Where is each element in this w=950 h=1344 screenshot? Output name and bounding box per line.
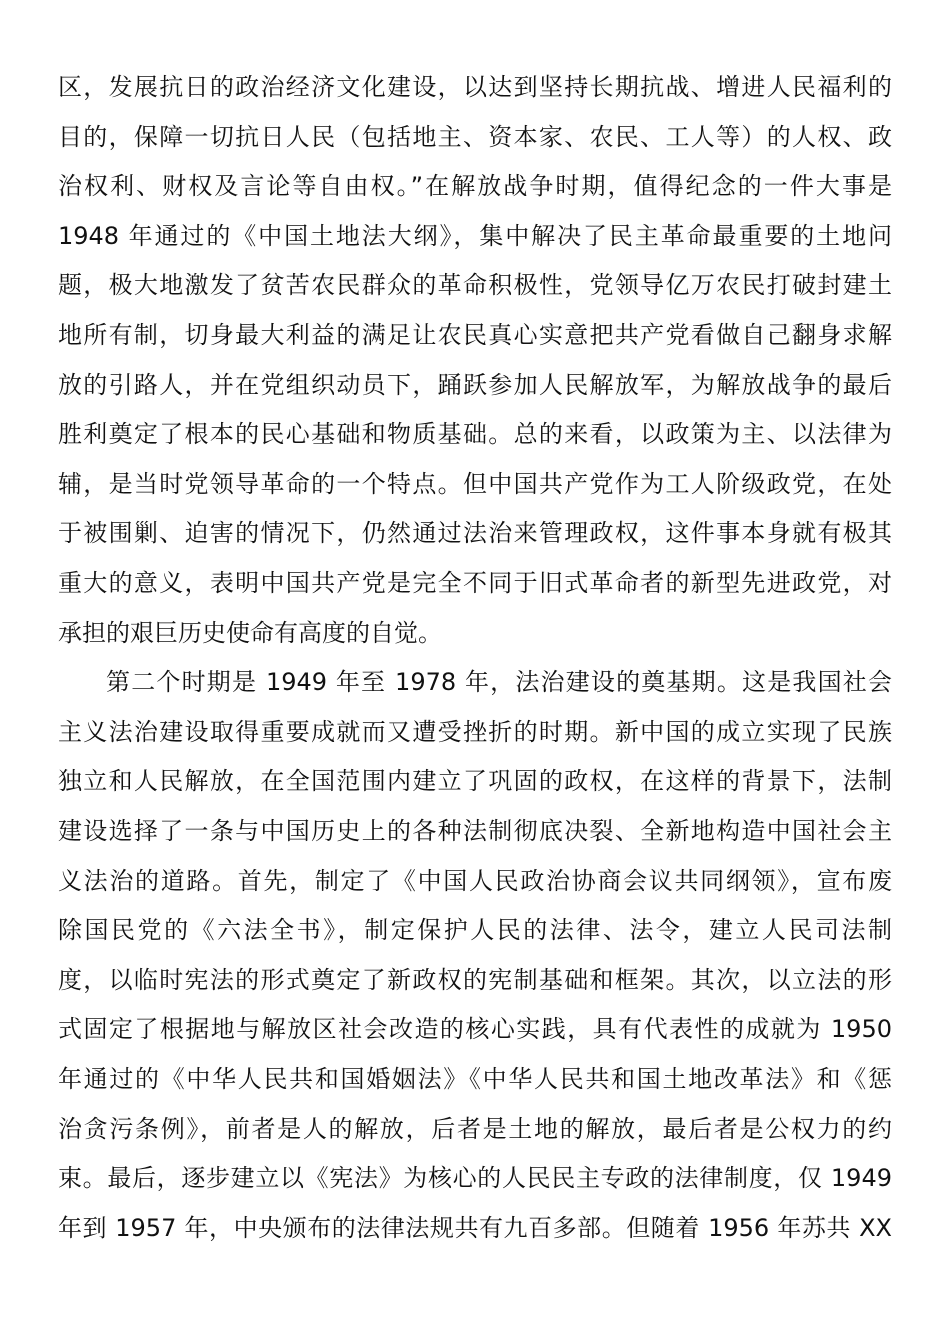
text-line-20: 式固定了根据地与解放区社会改造的核心实践，具有代表性的成就为 1950: [58, 1015, 892, 1044]
text-line-13: 第二个时期是 1949 年至 1978 年，法治建设的奠基期。这是我国社会: [106, 668, 892, 697]
text-line-24: 年到 1957 年，中央颁布的法律法规共有九百多部。但随着 1956 年苏共 XX: [58, 1213, 892, 1242]
text-line-1: 区，发展抗日的政治经济文化建设，以达到坚持长期抗战、增进人民福利的: [58, 73, 892, 101]
text-line-14: 主义法治建设取得重要成就而又遭受挫折的时期。新中国的成立实现了民族: [58, 717, 892, 746]
text-line-11: 重大的意义，表明中国共产党是完全不同于旧式革命者的新型先进政党，对: [58, 569, 892, 597]
text-line-22: 治贪污条例》，前者是人的解放，后者是土地的解放，最后者是公权力的约: [58, 1114, 892, 1143]
text-line-3: 治权利、财权及言论等自由权。”在解放战争时期，值得纪念的一件大事是: [58, 172, 892, 201]
text-line-10: 于被围剿、迫害的情况下，仍然通过法治来管理政权，这件事本身就有极其: [58, 519, 892, 548]
text-line-4: 1948 年通过的《中国土地法大纲》，集中解决了民主革命最重要的土地问: [58, 221, 892, 250]
text-line-21: 年通过的《中华人民共和国婚姻法》《中华人民共和国土地改革法》和《惩: [58, 1065, 892, 1093]
text-line-6: 地所有制，切身最大利益的满足让农民真心实意把共产党看做自己翻身求解: [58, 321, 892, 349]
text-line-12: 承担的艰巨历史使命有高度的自觉。: [58, 618, 442, 647]
text-line-18: 除国民党的《六法全书》，制定保护人民的法律、法令，建立人民司法制: [58, 916, 892, 945]
text-line-2: 目的，保障一切抗日人民（包括地主、资本家、农民、工人等）的人权、政: [58, 122, 892, 151]
text-line-15: 独立和人民解放，在全国范围内建立了巩固的政权，在这样的背景下，法制: [58, 767, 892, 796]
text-line-5: 题，极大地激发了贫苦农民群众的革命积极性，党领导亿万农民打破封建土: [58, 271, 892, 300]
text-line-7: 放的引路人，并在党组织动员下，踊跃参加人民解放军，为解放战争的最后: [58, 370, 892, 399]
text-line-17: 义法治的道路。首先，制定了《中国人民政治协商会议共同纲领》，宣布废: [58, 866, 892, 895]
text-line-8: 胜利奠定了根本的民心基础和物质基础。总的来看，以政策为主、以法律为: [58, 420, 892, 449]
text-line-23: 束。最后，逐步建立以《宪法》为核心的人民民主专政的法律制度，仅 1949: [58, 1164, 892, 1193]
text-line-16: 建设选择了一条与中国历史上的各种法制彻底决裂、全新地构造中国社会主: [58, 817, 892, 845]
text-line-19: 度，以临时宪法的形式奠定了新政权的宪制基础和框架。其次，以立法的形: [58, 965, 892, 994]
text-line-9: 辅，是当时党领导革命的一个特点。但中国共产党作为工人阶级政党，在处: [58, 469, 892, 498]
